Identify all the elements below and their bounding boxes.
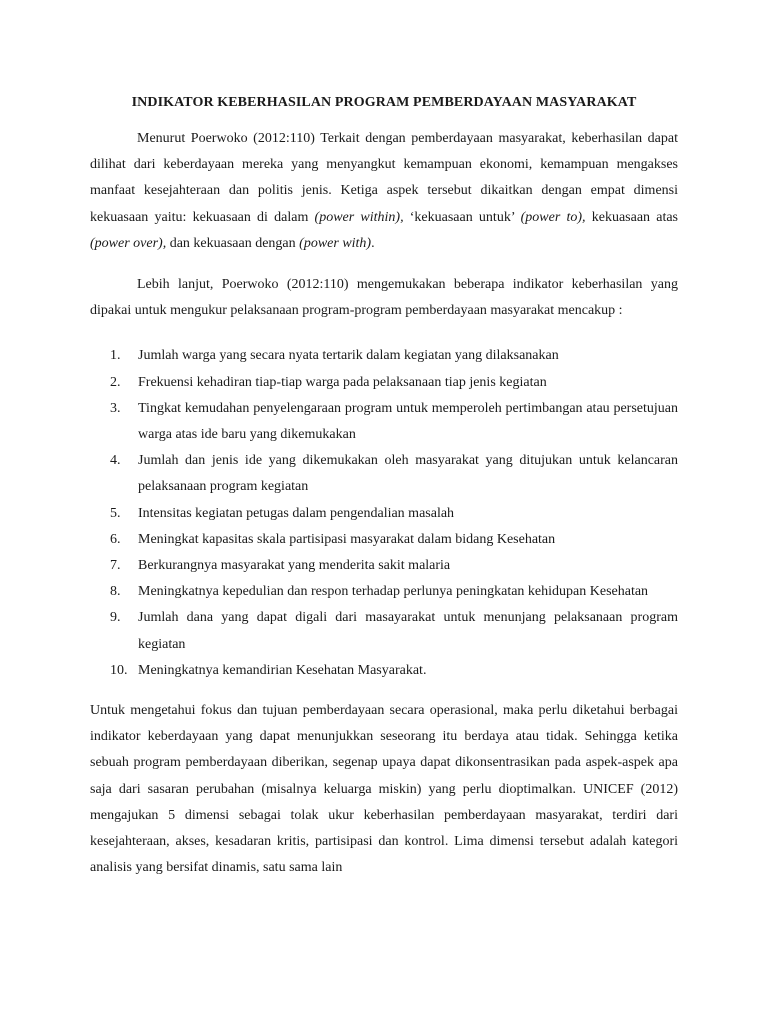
list-item [90, 553, 678, 579]
list-item-text: Meningkatnya kemandirian Kesehatan Masyarakat. [138, 662, 427, 678]
list-item-number: 8. [110, 584, 121, 600]
list-item-number: 4. [110, 453, 121, 469]
term-power-within: (power within), [314, 209, 404, 225]
list-item-text: Meningkat kapasitas skala partisipasi masyarakat dalam bidang Kesehatan [138, 531, 556, 547]
list-item-number: 9. [110, 610, 121, 626]
paragraph-intro-text-3: kekuasaan atas [585, 209, 678, 225]
list-item-text: Frekuensi kehadiran tiap-tiap warga pada pelaksanaan tiap jenis kegiatan [138, 374, 547, 390]
list-item [90, 343, 678, 369]
list-item-number: 5. [110, 505, 121, 521]
list-item-number: 7. [110, 558, 121, 574]
list-item-number: 6. [110, 531, 121, 547]
list-item [90, 396, 678, 448]
paragraph-intro-text-1: Menurut Poerwoko (2012:110) Terkait dengan pemberdayaan masyarakat, keberhasilan dapat dilihat dari keberdayaan mereka yang menyangkut kemampuan ekonomi, kemampuan mengakses manfaat kesejahteraan dan politis jenis. Ketiga aspek tersebut dikaitkan dengan empat dimensi kekuasaan yaitu: kekuasaan di dalam [90, 131, 678, 225]
list-item [90, 527, 678, 553]
list-item-text: Jumlah dana yang dapat digali dari masayarakat untuk menunjang pelaksanaan program kegiatan [138, 610, 678, 652]
list-item [90, 501, 678, 527]
list-item [90, 658, 678, 684]
paragraph-indicators-intro: Lebih lanjut, Poerwoko (2012:110) mengemukakan beberapa indikator keberhasilan yang dipakai untuk mengukur pelaksanaan program-program pemberdayaan masyarakat mencakup : [90, 277, 678, 319]
list-item-text: Jumlah dan jenis ide yang dikemukakan oleh masyarakat yang ditujukan untuk kelancaran pelaksanaan program kegiatan [138, 453, 678, 495]
paragraph-intro-text-4: dan kekuasaan dengan [166, 235, 300, 251]
list-item-number: 1. [110, 348, 121, 364]
paragraph-intro-text-2: ‘kekuasaan untuk’ [403, 209, 521, 225]
list-item-number: 2. [110, 374, 121, 390]
list-item [90, 605, 678, 657]
list-item-number: 3. [110, 400, 121, 416]
list-item-text: Meningkatnya kepedulian dan respon terhadap perlunya peningkatan kehidupan Kesehatan [138, 584, 649, 600]
paragraph-intro [90, 126, 678, 257]
list-item-text: Tingkat kemudahan penyelengaraan program untuk memperoleh pertimbangan atau persetujuan warga atas ide baru yang dikemukakan [138, 400, 678, 443]
list-item-text: Berkurangnya masyarakat yang menderita sakit malaria [138, 558, 451, 574]
list-item-number: 10. [110, 662, 128, 678]
list-item [90, 448, 678, 500]
paragraph-intro-text-5: . [371, 235, 375, 251]
indicator-list [90, 343, 678, 684]
list-item-text: Intensitas kegiatan petugas dalam pengendalian masalah [138, 505, 455, 521]
term-power-over: (power over), [90, 235, 167, 251]
term-power-with: (power with) [299, 235, 372, 251]
paragraph-unicef-dimensions: Untuk mengetahui fokus dan tujuan pemberdayaan secara operasional, maka perlu diketahui berbagai indikator keberdayaan yang dapat menunjukkan seseorang itu berdaya atau tidak. Sehingga ketika sebuah program pemberdayaan diberikan, segenap upaya dapat dikonsentrasikan pada aspek-aspek apa saja dari sasaran perubahan (misalnya keluarga miskin) yang perlu dioptimalkan. UNICEF (2012) mengajukan 5 dimensi sebagai tolak ukur keberhasilan pemberdayaan masyarakat, terdiri dari kesejahteraan, akses, kesadaran kritis, partisipasi dan kontrol. Lima dimensi tersebut adalah kategori analisis yang bersifat dinamis, satu sama lain [90, 703, 678, 876]
document-page [90, 0, 678, 881]
list-item [90, 579, 678, 605]
list-item [90, 370, 678, 396]
term-power-to: (power to), [520, 209, 586, 225]
list-item-text: Jumlah warga yang secara nyata tertarik dalam kegiatan yang dilaksanakan [138, 348, 559, 364]
document-title: INDIKATOR KEBERHASILAN PROGRAM PEMBERDAYAAN MASYARAKAT [131, 95, 637, 110]
